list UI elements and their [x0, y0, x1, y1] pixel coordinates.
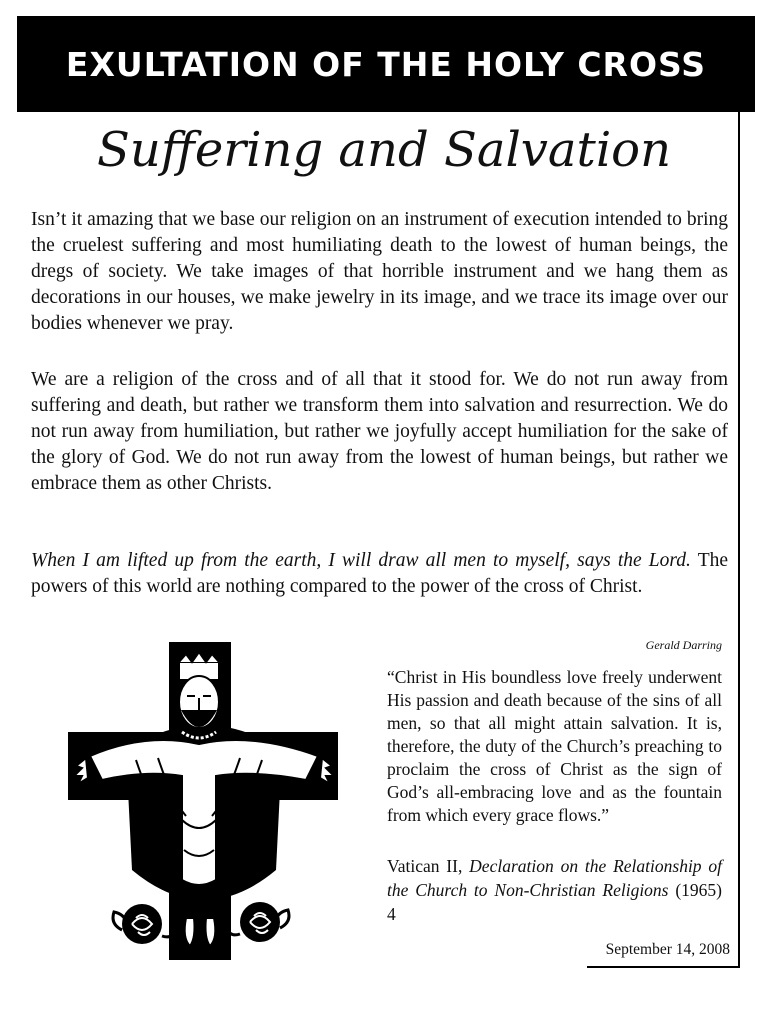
scripture-commentary: The powers of this world are nothing compared to the power of the cross of Christ. — [31, 550, 729, 597]
citation-title: Declaration on the Relationship of the Church to Non-Christian Religions — [387, 856, 723, 900]
right-border-rule — [738, 112, 740, 968]
title-banner — [17, 16, 755, 112]
paragraph-scripture — [31, 548, 728, 600]
banner-title: EXULTATION OF THE HOLY CROSS — [65, 44, 707, 84]
paragraph-1: Isn’t it amazing that we base our religion on an instrument of execution intended to bring the cruelest suffering and most humiliating death to the lowest of human beings, the dregs of society. We take images of that horrible instrument and we hang them as decorations in our houses, we make jewelry in its image, and we trace its image over our bodies whenever we pray. — [31, 209, 728, 334]
author-credit: Gerald Darring — [645, 638, 722, 652]
vatican-quote: “Christ in His boundless love freely underwent His passion and death because of the sins of all men, so that all might attain salvation. It is, therefore, the duty of the Church’s preaching to proclaim the cross of Christ as the sign of God’s all-embracing love and as the fountain from which every grace flows.” — [387, 667, 722, 825]
crucifix-illustration-icon — [66, 640, 342, 962]
quote-citation — [387, 854, 722, 926]
bottom-border-rule — [587, 966, 740, 968]
citation-suffix: (1965) 4 — [387, 880, 723, 924]
paragraph-2: We are a religion of the cross and of all that it stood for. We do not run away from suffering and death, but rather we transform them into salvation and resurrection. We do not run away from humiliation, but rather we joyfully accept humiliation for the sake of the glory of God. We do not run away from the lowest of human beings, but rather we embrace them as other Christs. — [31, 369, 728, 494]
citation-prefix: Vatican II, — [387, 856, 463, 876]
scripture-quote: When I am lifted up from the earth, I will draw all men to myself, says the Lord. — [31, 550, 691, 571]
date-label: September 14, 2008 — [605, 941, 730, 958]
page-title: Suffering and Salvation — [97, 122, 671, 178]
